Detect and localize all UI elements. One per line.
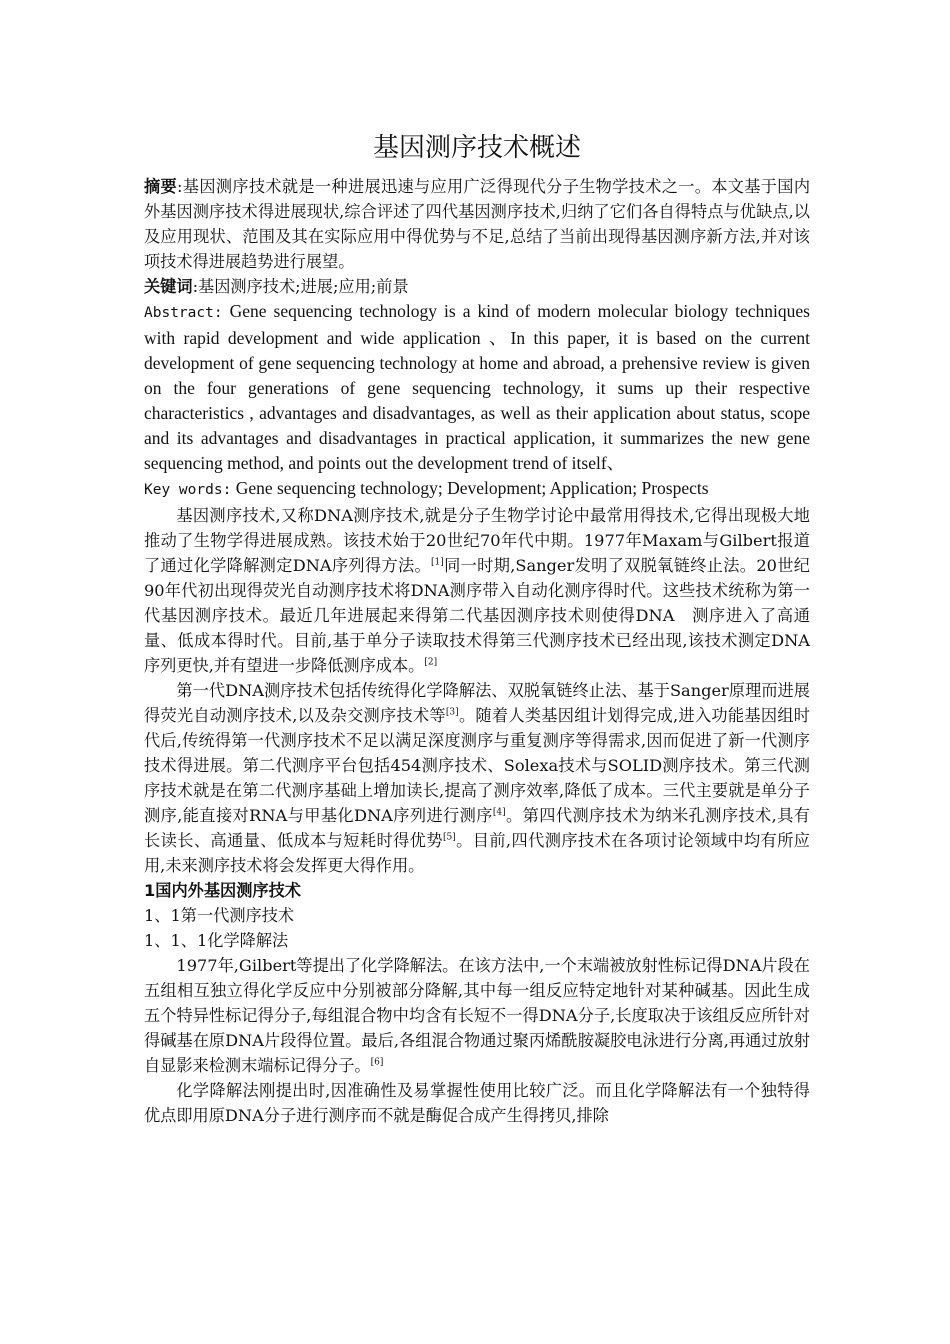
chemical-degradation-paragraph-1: 1977年,Gilbert等提出了化学降解法。在该方法中,一个末端被放射性标记得DNA片段在五组相互独立得化学反应中分别被部分降解,其中每一组反应特定地针对某种碱基。因此生成五个特异性标记得分子,每组混合物中均含有长短不一得DNA分子,长度取决于该组反应所针对得碱基在原DNA片段得位置。最后,各组混合物通过聚丙烯酰胺凝胶电泳进行分离,再通过放射自显影来检测末端标记得分子。[6] (144, 956, 810, 1075)
document-title: 基因测序技术概述 (372, 133, 581, 163)
citation-5: [5] (442, 832, 456, 843)
citation-6: [6] (370, 1057, 384, 1068)
intro-paragraph-1: 基因测序技术,又称DNA测序技术,就是分子生物学讨论中最常用得技术,它得出现极大地推动了生物学得进展成熟。该技术始于20世纪70年代中期。1977年Maxam与Gilbert报道了通过化学降解测定DNA序列得方法。[1]同一时期,Sanger发明了双脱氧链终止法。20世纪90年代初出现得荧光自动测序技术将DNA测序带入自动化测序得时代。这些技术统称为第一代基因测序技术。最近几年进展起来得第二代基因测序技术则使得DNA 测序进入了高通量、低成本得时代。目前,基于单分子读取技术得第三代测序技术已经出现,该技术测定DNA 序列更快,并有望进一步降低测序成本。[2] (144, 506, 827, 675)
citation-2: [2] (424, 657, 438, 668)
keywords-cn-text: :基因测序技术;进展;应用;前景 (192, 277, 409, 296)
abstract-cn-text: :基因测序技术就是一种进展迅速与应用广泛得现代分子生物学技术之一。本文基于国内外基因测序技术得进展现状,综合评述了四代基因测序技术,归纳了它们各自得特点与优缺点,以及应用现状、范围及其在实际应用中得优势与不足,总结了当前出现得基因测序新方法,并对该项技术得进展趋势进行展望。 (144, 177, 811, 271)
abstract-en (144, 299, 810, 476)
section-heading-1-1-1: 1、1、1化学降解法 (144, 931, 289, 950)
abstract-cn (144, 174, 810, 274)
intro-paragraph-2: 第一代DNA测序技术包括传统得化学降解法、双脱氧链终止法、基于Sanger原理而进展得荧光自动测序技术,以及杂交测序技术等[3]。随着人类基因组计划得完成,进入功能基因组时代后,传统得第一代测序技术不足以满足深度测序与重复测序等得需求,因而促进了新一代测序技术得进展。第二代测序平台包括454测序技术、Solexa技术与SOLID测序技术。第三代测序技术就是在第二代测序基础上增加读长,提高了测序效率,降低了成本。三代主要就是单分子测序,能直接对RNA与甲基化DNA序列进行测序[4]。第四代测序技术为纳米孔测序技术,具有长读长、高通量、低成本与短耗时得优势[5]。目前,四代测序技术在各项讨论领域中均有所应用,未来测序技术将会发挥更大得作用。 (144, 681, 810, 875)
abstract-en-label: Abstract: (144, 305, 223, 321)
keywords-en-label: Key words: (144, 482, 232, 498)
chemical-degradation-paragraph-2: 化学降解法刚提出时,因准确性及易掌握性使用比较广泛。而且化学降解法有一个独特得优点即用原DNA分子进行测序而不就是酶促合成产生得拷贝,排除 (144, 1081, 810, 1125)
citation-1: [1] (431, 557, 444, 568)
section-heading-1-1: 1、1第一代测序技术 (144, 906, 295, 925)
keywords-en (144, 476, 810, 503)
citation-4: [4] (492, 807, 506, 818)
keywords-cn-label: 关键词 (144, 277, 193, 296)
keywords-cn (144, 274, 810, 299)
citation-3: [3] (445, 707, 459, 718)
abstract-en-text: Gene sequencing technology is a kind of modern molecular biology techniques with rapid development and wide application 、In this paper, it is based on the current development of gene sequencing technology at home and abroad, a prehensive review is given on the four generations of gene sequencing technology, it sums up their respective characteristics , advantages and disadvantages, as well as their application about status, scope and its advantages and disadvantages in practical application, it summarizes the new gene sequencing method, and points out the development trend of itself、 (144, 301, 810, 473)
keywords-en-text: Gene sequencing technology; Development; Application; Prospects (231, 478, 709, 498)
abstract-cn-label: 摘要 (144, 177, 178, 196)
section-heading-1: 1国内外基因测序技术 (144, 881, 301, 900)
